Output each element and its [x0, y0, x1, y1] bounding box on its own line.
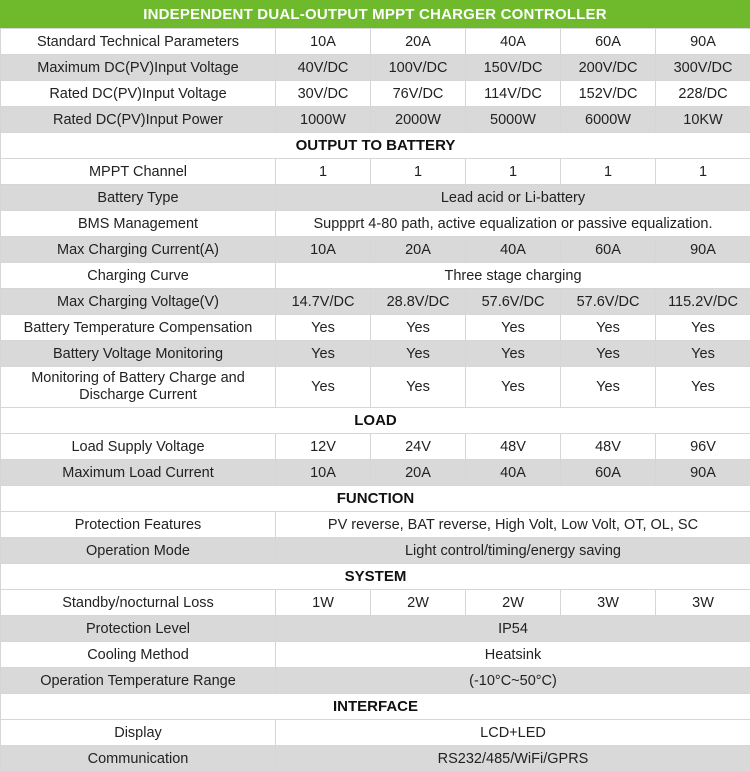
table-row	[1, 315, 750, 341]
table-row	[1, 107, 750, 133]
cell-value: 20A	[371, 237, 466, 263]
cell-value: 10A	[276, 29, 371, 55]
table-row	[1, 237, 750, 263]
cell-value: Yes	[656, 341, 750, 367]
table-row	[1, 512, 750, 538]
cell-value: 115.2V/DC	[656, 289, 750, 315]
cell-value: 48V	[561, 434, 656, 460]
section-row	[1, 694, 750, 720]
spec-table	[0, 28, 750, 772]
table-row	[1, 81, 750, 107]
cell-value: 100V/DC	[371, 55, 466, 81]
row-label: Rated DC(PV)Input Power	[1, 107, 276, 133]
row-label: MPPT Channel	[1, 159, 276, 185]
cell-value: 150V/DC	[466, 55, 561, 81]
row-label: Operation Temperature Range	[1, 668, 276, 694]
spanned-value: Light control/timing/energy saving	[276, 538, 750, 564]
section-row	[1, 408, 750, 434]
table-row	[1, 746, 750, 772]
cell-value: 96V	[656, 434, 750, 460]
cell-value: Yes	[371, 341, 466, 367]
table-row	[1, 263, 750, 289]
row-label: Monitoring of Battery Charge and Discharge Current	[1, 367, 276, 408]
cell-value: Yes	[276, 341, 371, 367]
cell-value: 3W	[561, 590, 656, 616]
spanned-value: Lead acid or Li-battery	[276, 185, 750, 211]
cell-value: 1	[466, 159, 561, 185]
section-heading: FUNCTION	[1, 486, 750, 512]
table-row	[1, 642, 750, 668]
table-row	[1, 211, 750, 237]
section-row	[1, 486, 750, 512]
cell-value: 57.6V/DC	[561, 289, 656, 315]
cell-value: 14.7V/DC	[276, 289, 371, 315]
row-label: Battery Voltage Monitoring	[1, 341, 276, 367]
row-label: Battery Temperature Compensation	[1, 315, 276, 341]
cell-value: Yes	[561, 315, 656, 341]
cell-value: 40V/DC	[276, 55, 371, 81]
cell-value: 1000W	[276, 107, 371, 133]
spanned-value: RS232/485/WiFi/GPRS	[276, 746, 750, 772]
row-label: Protection Level	[1, 616, 276, 642]
cell-value: Yes	[371, 315, 466, 341]
cell-value: Yes	[561, 341, 656, 367]
cell-value: 1	[371, 159, 466, 185]
cell-value: 60A	[561, 460, 656, 486]
cell-value: 20A	[371, 460, 466, 486]
spanned-value: PV reverse, BAT reverse, High Volt, Low Volt, OT, OL, SC	[276, 512, 750, 538]
cell-value: 12V	[276, 434, 371, 460]
table-row	[1, 367, 750, 408]
cell-value: Yes	[656, 315, 750, 341]
cell-value: 28.8V/DC	[371, 289, 466, 315]
table-row	[1, 668, 750, 694]
cell-value: Yes	[276, 367, 371, 408]
cell-value: 300V/DC	[656, 55, 750, 81]
cell-value: 1	[656, 159, 750, 185]
table-row	[1, 460, 750, 486]
table-row	[1, 590, 750, 616]
table-row	[1, 616, 750, 642]
table-row	[1, 55, 750, 81]
table-row	[1, 434, 750, 460]
cell-value: 1	[276, 159, 371, 185]
cell-value: 20A	[371, 29, 466, 55]
cell-value: 114V/DC	[466, 81, 561, 107]
table-row	[1, 341, 750, 367]
cell-value: 3W	[656, 590, 750, 616]
row-label: Standard Technical Parameters	[1, 29, 276, 55]
row-label: Charging Curve	[1, 263, 276, 289]
cell-value: 90A	[656, 460, 750, 486]
section-row	[1, 133, 750, 159]
table-title: INDEPENDENT DUAL-OUTPUT MPPT CHARGER CONTROLLER	[0, 0, 750, 28]
row-label: Cooling Method	[1, 642, 276, 668]
cell-value: 40A	[466, 237, 561, 263]
cell-value: 10KW	[656, 107, 750, 133]
section-heading: INTERFACE	[1, 694, 750, 720]
table-row	[1, 185, 750, 211]
row-label: Display	[1, 720, 276, 746]
table-row	[1, 289, 750, 315]
cell-value: 48V	[466, 434, 561, 460]
table-row	[1, 720, 750, 746]
cell-value: 10A	[276, 460, 371, 486]
cell-value: 76V/DC	[371, 81, 466, 107]
cell-value: Yes	[276, 315, 371, 341]
row-label: Standby/nocturnal Loss	[1, 590, 276, 616]
row-label: Communication	[1, 746, 276, 772]
spanned-value: Suppprt 4-80 path, active equalization or passive equalization.	[276, 211, 750, 237]
cell-value: 90A	[656, 29, 750, 55]
cell-value: 1W	[276, 590, 371, 616]
section-heading: SYSTEM	[1, 564, 750, 590]
spec-table-body	[1, 29, 750, 772]
cell-value: 90A	[656, 237, 750, 263]
cell-value: 10A	[276, 237, 371, 263]
section-row	[1, 564, 750, 590]
cell-value: 57.6V/DC	[466, 289, 561, 315]
cell-value: Yes	[466, 367, 561, 408]
row-label: Load Supply Voltage	[1, 434, 276, 460]
cell-value: 40A	[466, 460, 561, 486]
cell-value: Yes	[466, 315, 561, 341]
cell-value: 24V	[371, 434, 466, 460]
row-label: Operation Mode	[1, 538, 276, 564]
cell-value: Yes	[656, 367, 750, 408]
row-label: BMS Management	[1, 211, 276, 237]
spanned-value: Three stage charging	[276, 263, 750, 289]
cell-value: 60A	[561, 29, 656, 55]
row-label: Max Charging Current(A)	[1, 237, 276, 263]
cell-value: 6000W	[561, 107, 656, 133]
cell-value: Yes	[466, 341, 561, 367]
section-heading: LOAD	[1, 408, 750, 434]
cell-value: 2W	[466, 590, 561, 616]
cell-value: 60A	[561, 237, 656, 263]
spanned-value: LCD+LED	[276, 720, 750, 746]
spanned-value: (-10°C~50°C)	[276, 668, 750, 694]
cell-value: 152V/DC	[561, 81, 656, 107]
row-label: Maximum Load Current	[1, 460, 276, 486]
spanned-value: Heatsink	[276, 642, 750, 668]
cell-value: 5000W	[466, 107, 561, 133]
table-row	[1, 29, 750, 55]
table-row	[1, 159, 750, 185]
cell-value: 228/DC	[656, 81, 750, 107]
cell-value: 2W	[371, 590, 466, 616]
row-label: Maximum DC(PV)Input Voltage	[1, 55, 276, 81]
row-label: Max Charging Voltage(V)	[1, 289, 276, 315]
cell-value: 1	[561, 159, 656, 185]
row-label: Rated DC(PV)Input Voltage	[1, 81, 276, 107]
cell-value: 30V/DC	[276, 81, 371, 107]
cell-value: Yes	[561, 367, 656, 408]
spanned-value: IP54	[276, 616, 750, 642]
cell-value: 2000W	[371, 107, 466, 133]
row-label: Battery Type	[1, 185, 276, 211]
cell-value: 200V/DC	[561, 55, 656, 81]
cell-value: Yes	[371, 367, 466, 408]
table-row	[1, 538, 750, 564]
section-heading: OUTPUT TO BATTERY	[1, 133, 750, 159]
row-label: Protection Features	[1, 512, 276, 538]
cell-value: 40A	[466, 29, 561, 55]
